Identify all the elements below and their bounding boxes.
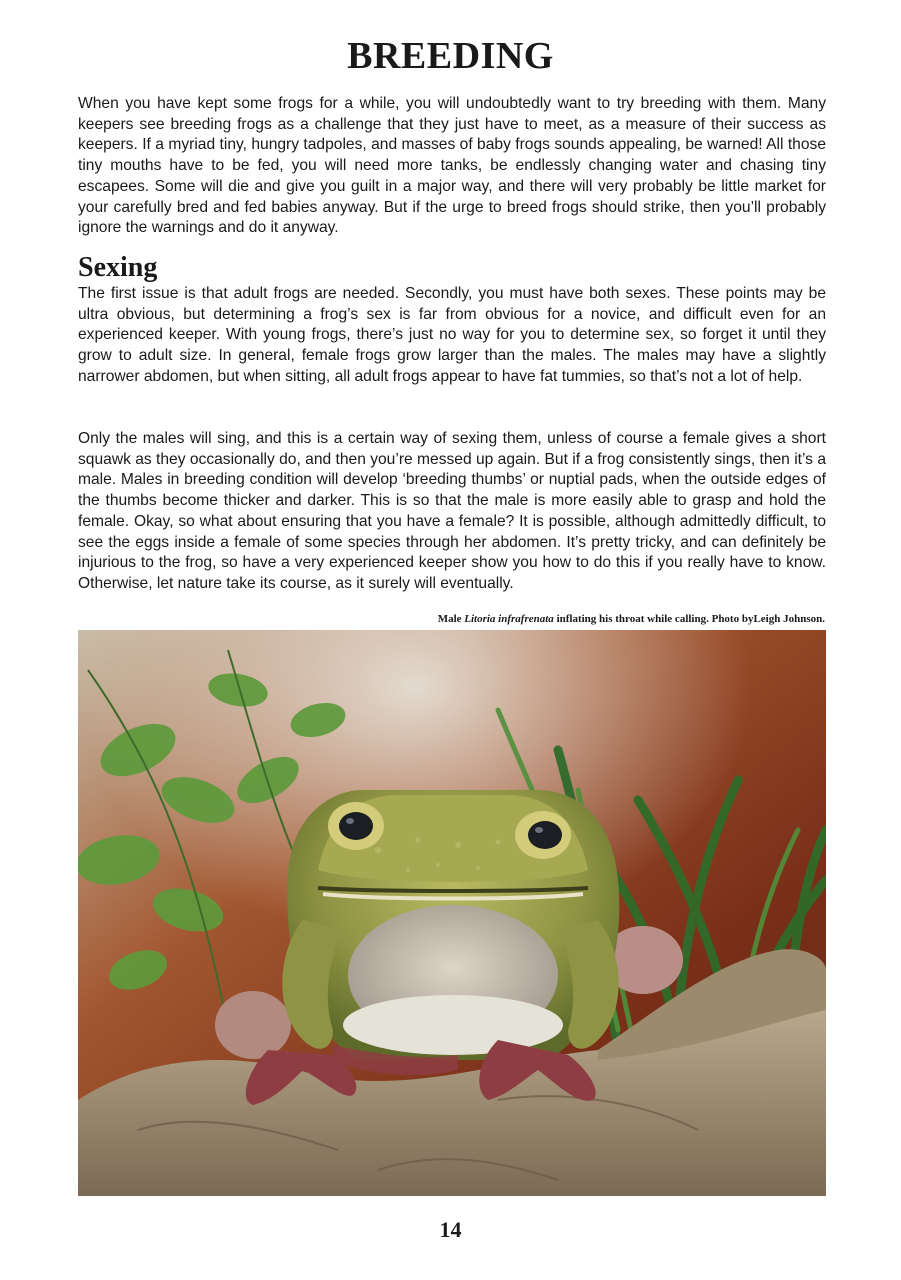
page-title: BREEDING (347, 35, 554, 77)
frog-photo (78, 630, 826, 1196)
page-number: 14 (439, 1217, 462, 1242)
frog-right-eye (515, 811, 571, 859)
section-heading-sexing: Sexing (78, 252, 158, 283)
frog-left-thigh (215, 991, 291, 1059)
photo-caption (438, 612, 825, 626)
sexing-paragraph-1: The first issue is that adult frogs are needed. Secondly, you must have both sexes. These points may be ultra obvious, but determining a frog’s sex is far from obvious for a novice, and difficult even for an experienced keeper. With young frogs, there’s just no way for you to determine sex, so forget it until they grow to adult size. In general, female frogs grow larger than the males. The males may have a slightly narrower abdomen, but when sitting, all adult frogs appear to have fat tummies, so that’s not a lot of help. (78, 285, 826, 385)
caption-species: Litoria infrafrenata (464, 613, 554, 625)
intro-paragraph: When you have kept some frogs for a while, you will undoubtedly want to try breeding with them. Many keepers see breeding frogs as a challenge that they just have to meet, as a measure of their success as keepers. If a myriad tiny, hungry tadpoles, and masses of baby frogs sounds appealing, be warned! All those tiny mouths have to be fed, you will need more tanks, be endlessly changing water and chasing tiny escapees. Some will die and give you guilt in a major way, and there will very probably be little market for your carefully bred and fed babies anyway. But if the urge to breed frogs should strike, then you’ll probably ignore the warnings and do it anyway. (78, 95, 826, 237)
sexing-paragraph-2: Only the males will sing, and this is a certain way of sexing them, unless of course a female gives a short squawk as they occasionally do, and then you’re messed up again. But if a frog consistently sings, then it’s a male. Males in breeding condition will develop ‘breeding thumbs’ or nuptial pads, when the outside edges of the thumbs become thicker and darker. This is so that the male is more easily able to grasp and hold the female. Okay, so what about ensuring that you have a female? It is possible, although admittedly difficult, to see the eggs inside a female of some species through her abdomen. It’s pretty tricky, and can definitely be injurious to the frog, so have a very experienced keeper show you how to do this if you really have to know. Otherwise, let nature take its course, as it surely will eventually. (78, 430, 826, 592)
frog-left-eye (328, 802, 384, 850)
caption-suffix: inflating his throat while calling. Photo byLeigh Johnson. (553, 613, 825, 625)
caption-prefix: Male (437, 613, 465, 625)
